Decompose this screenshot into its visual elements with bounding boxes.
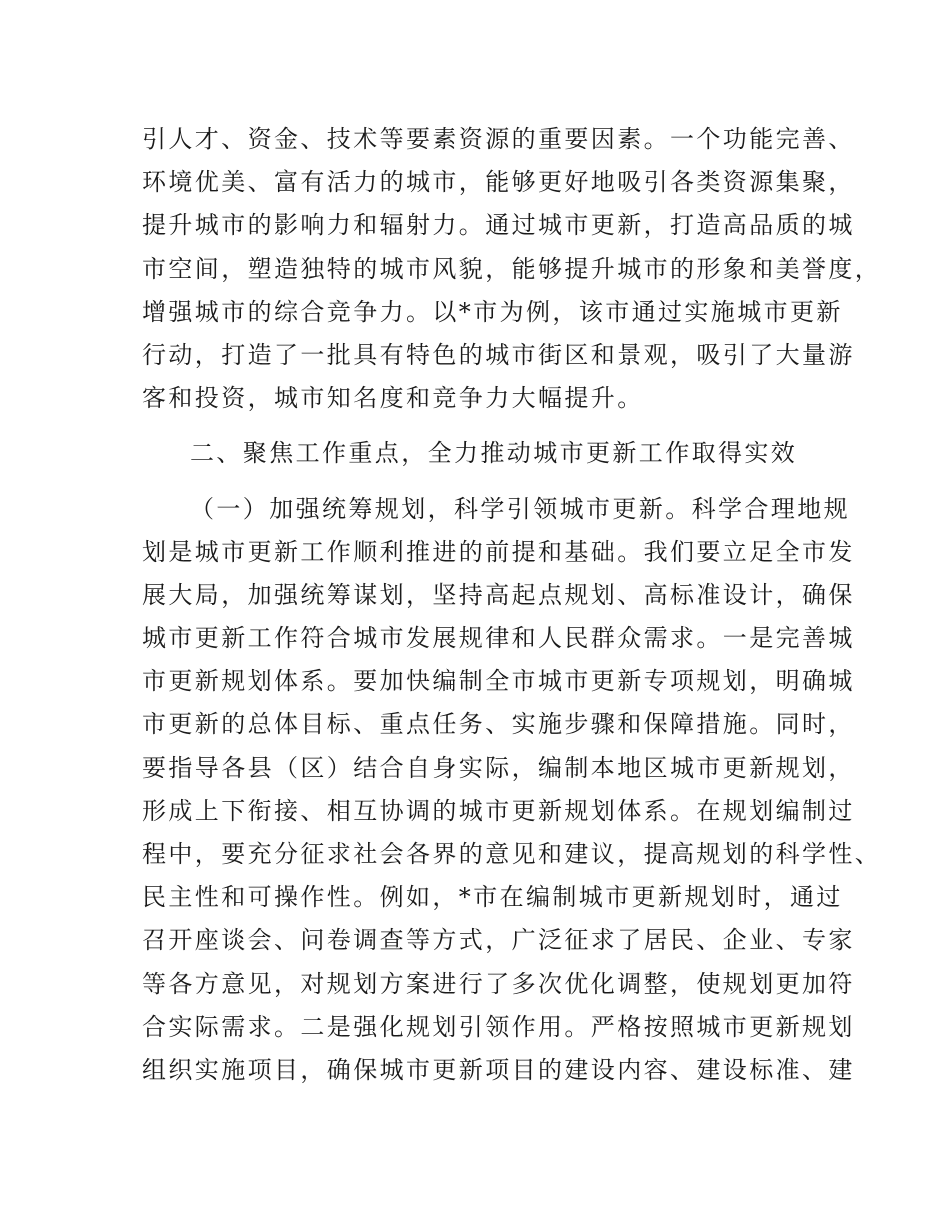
text-line: 程中，要充分征求社会各界的意见和建议，提高规划的科学性、 bbox=[142, 840, 882, 868]
text-line: 划是城市更新工作顺利推进的前提和基础。我们要立足全市发 bbox=[142, 537, 855, 566]
text-line: 等各方意见，对规划方案进行了多次优化调整，使规划更加符 bbox=[142, 969, 855, 998]
text-line: 客和投资，城市知名度和竞争力大幅提升。 bbox=[142, 384, 644, 413]
text-line: 合实际需求。二是强化规划引领作用。严格按照城市更新规划 bbox=[142, 1012, 855, 1041]
text-line: 形成上下衔接、相互协调的城市更新规划体系。在规划编制过 bbox=[142, 796, 855, 825]
text-line: 环境优美、富有活力的城市，能够更好地吸引各类资源集聚， bbox=[142, 168, 855, 197]
text-line: 要指导各县（区）结合自身实际，编制本地区城市更新规划， bbox=[142, 753, 855, 782]
section-heading: 二、聚焦工作重点，全力推动城市更新工作取得实效 bbox=[190, 439, 798, 468]
paragraph-gap bbox=[142, 420, 822, 432]
text-line: 市更新规划体系。要加快编制全市城市更新专项规划，明确城 bbox=[142, 667, 855, 696]
text-line: 组织实施项目，确保城市更新项目的建设内容、建设标准、建 bbox=[142, 1055, 855, 1084]
text-line: 市更新的总体目标、重点任务、实施步骤和保障措施。同时， bbox=[142, 710, 855, 739]
paragraph-gap bbox=[142, 476, 822, 488]
text-line: 展大局，加强统筹谋划，坚持高起点规划、高标准设计，确保 bbox=[142, 580, 855, 609]
text-line: 民主性和可操作性。例如，*市在编制城市更新规划时，通过 bbox=[142, 883, 843, 912]
text-line: 召开座谈会、问卷调查等方式，广泛征求了居民、企业、专家 bbox=[142, 926, 855, 955]
text-line: 城市更新工作符合城市发展规律和人民群众需求。一是完善城 bbox=[142, 624, 855, 653]
text-line: 行动，打造了一批具有特色的城市街区和景观，吸引了大量游 bbox=[142, 340, 855, 369]
text-line: 市空间，塑造独特的城市风貌，能够提升城市的形象和美誉度， bbox=[142, 254, 882, 283]
text-line: 引人才、资金、技术等要素资源的重要因素。一个功能完善、 bbox=[142, 125, 855, 153]
text-line: 提升城市的影响力和辐射力。通过城市更新，打造高品质的城 bbox=[142, 211, 855, 240]
body-text bbox=[142, 118, 882, 1092]
subsection-heading: （一）加强统筹规划，科学引领城市更新。科学合理地规 bbox=[190, 494, 850, 523]
text-line: 增强城市的综合竞争力。以*市为例，该市通过实施城市更新 bbox=[142, 297, 843, 326]
